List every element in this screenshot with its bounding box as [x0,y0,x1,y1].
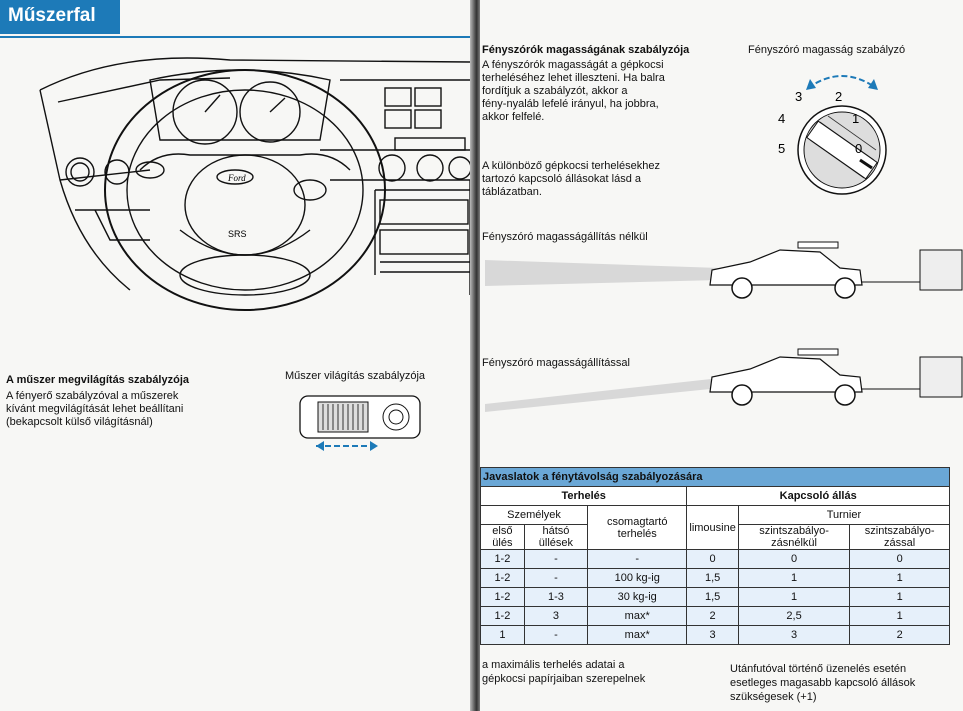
headlamp-heading: Fényszórók magasságának szabályzója [482,44,690,56]
table-cell: 1 [738,569,849,588]
headlamp-body-line-1: A fényszórók magasságát a gépkocsi [482,59,664,71]
section-tab [0,0,120,34]
dimmer-body-line-2: kívánt megvilágítását lehet beállítani [6,403,184,415]
car-without-caption: Fényszóró magasságállítás nélkül [482,231,648,243]
dial-number: 5 [778,141,786,156]
dimmer-body-line-1: A fényerő szabályzóval a műszerek [6,390,179,402]
dial-number: 0 [855,141,863,156]
footnote-left-line-2: gépkocsi papírjaiban szerepelnek [482,673,646,685]
table-luggage: csomagtartó terhelés [588,506,687,550]
table-cell: 1,5 [687,588,738,607]
dial-number: 2 [835,89,843,104]
table-cell: 3 [687,626,738,645]
table-row [481,607,950,626]
table-group-switch: Kapcsoló állás [687,487,950,506]
steering-logo: Ford [228,173,246,183]
dial-number: 3 [795,89,803,104]
table-cell: 0 [738,550,849,569]
table-turnier: Turnier [738,506,949,525]
table-with-leveling: szintszabályo-zással [850,525,950,550]
table-cell: 3 [524,607,587,626]
table-limousine: limousine [687,506,738,550]
table-cell: - [524,626,587,645]
table-cell: 0 [687,550,738,569]
table-cell: 1-2 [481,607,525,626]
footnote-right-line-2: esetleges magasabb kapcsoló állások [730,677,916,689]
table-cell: 0 [850,550,950,569]
dimmer-switch-illustration [298,390,428,460]
table-cell: - [524,550,587,569]
table-group-load: Terhelés [481,487,687,506]
left-page [0,0,472,711]
headlamp-note-line-1: A különböző gépkocsi terhelésekhez [482,160,660,172]
table-cell: 1 [850,588,950,607]
table-cell: 1-2 [481,569,525,588]
headlamp-body-line-2: terheléséhez lehet illeszteni. Ha balra [482,72,665,84]
table-front-seat: első ülés [481,525,525,550]
table-cell: 1 [850,569,950,588]
table-cell: 2,5 [738,607,849,626]
table-cell: 30 kg-ig [588,588,687,607]
dashboard-illustration [0,40,472,310]
headlamp-body-line-5: akkor felfelé. [482,111,545,123]
table-row [481,550,950,569]
table-cell: 1-2 [481,550,525,569]
car-without-leveling-illustration [480,240,963,310]
footnote-left-line-1: a maximális terhelés adatai a [482,659,625,671]
table-cell: 1 [850,607,950,626]
section-title: Műszerfal [8,5,96,26]
car-with-leveling-illustration [480,342,963,417]
headlamp-note-line-3: táblázatban. [482,186,542,198]
table-cell: max* [588,626,687,645]
table-title: Javaslatok a fénytávolság szabályozására [481,468,950,487]
table-cell: 1-3 [524,588,587,607]
table-cell: max* [588,607,687,626]
table-cell: 1,5 [687,569,738,588]
dial-number: 1 [852,111,860,126]
headlamp-body-line-3: fordítjuk a szabályzót, akkor a [482,85,628,97]
table-cell: - [588,550,687,569]
table-without-leveling: szintszabályo-zásnélkül [738,525,849,550]
table-cell: 1-2 [481,588,525,607]
dial-number: 4 [778,111,786,126]
table-cell: 2 [687,607,738,626]
table-row [481,569,950,588]
table-rear-seat: hátsó üllések [524,525,587,550]
headlamp-note-line-2: tartozó kapcsoló állásokat lásd a [482,173,641,185]
dimmer-heading: A műszer megvilágítás szabályzója [6,374,189,386]
table-cell: 1 [481,626,525,645]
table-cell: 100 kg-ig [588,569,687,588]
table-cell: - [524,569,587,588]
table-cell: 2 [850,626,950,645]
airbag-label: SRS [228,229,247,239]
footnote-right-line-1: Utánfutóval történő üzenelés esetén [730,663,907,675]
load-table [480,467,950,645]
table-row [481,626,950,645]
section-rule [0,36,472,38]
headlamp-body-line-4: fény-nyaláb lefelé irányul, ha jobbra, [482,98,659,110]
dial-caption: Fényszóró magasság szabályzó [748,44,906,56]
table-cell: 1 [738,588,849,607]
dimmer-figure-caption: Műszer világítás szabályzója [285,370,426,382]
car-with-caption: Fényszóró magasságállítással [482,357,630,369]
table-row [481,588,950,607]
table-cell: 3 [738,626,849,645]
table-persons: Személyek [481,506,588,525]
footnote-right-line-3: szükségesek (+1) [730,691,817,703]
dimmer-body-line-3: (bekapcsolt külső világításnál) [6,416,153,428]
headlamp-dial-illustration [780,60,900,220]
